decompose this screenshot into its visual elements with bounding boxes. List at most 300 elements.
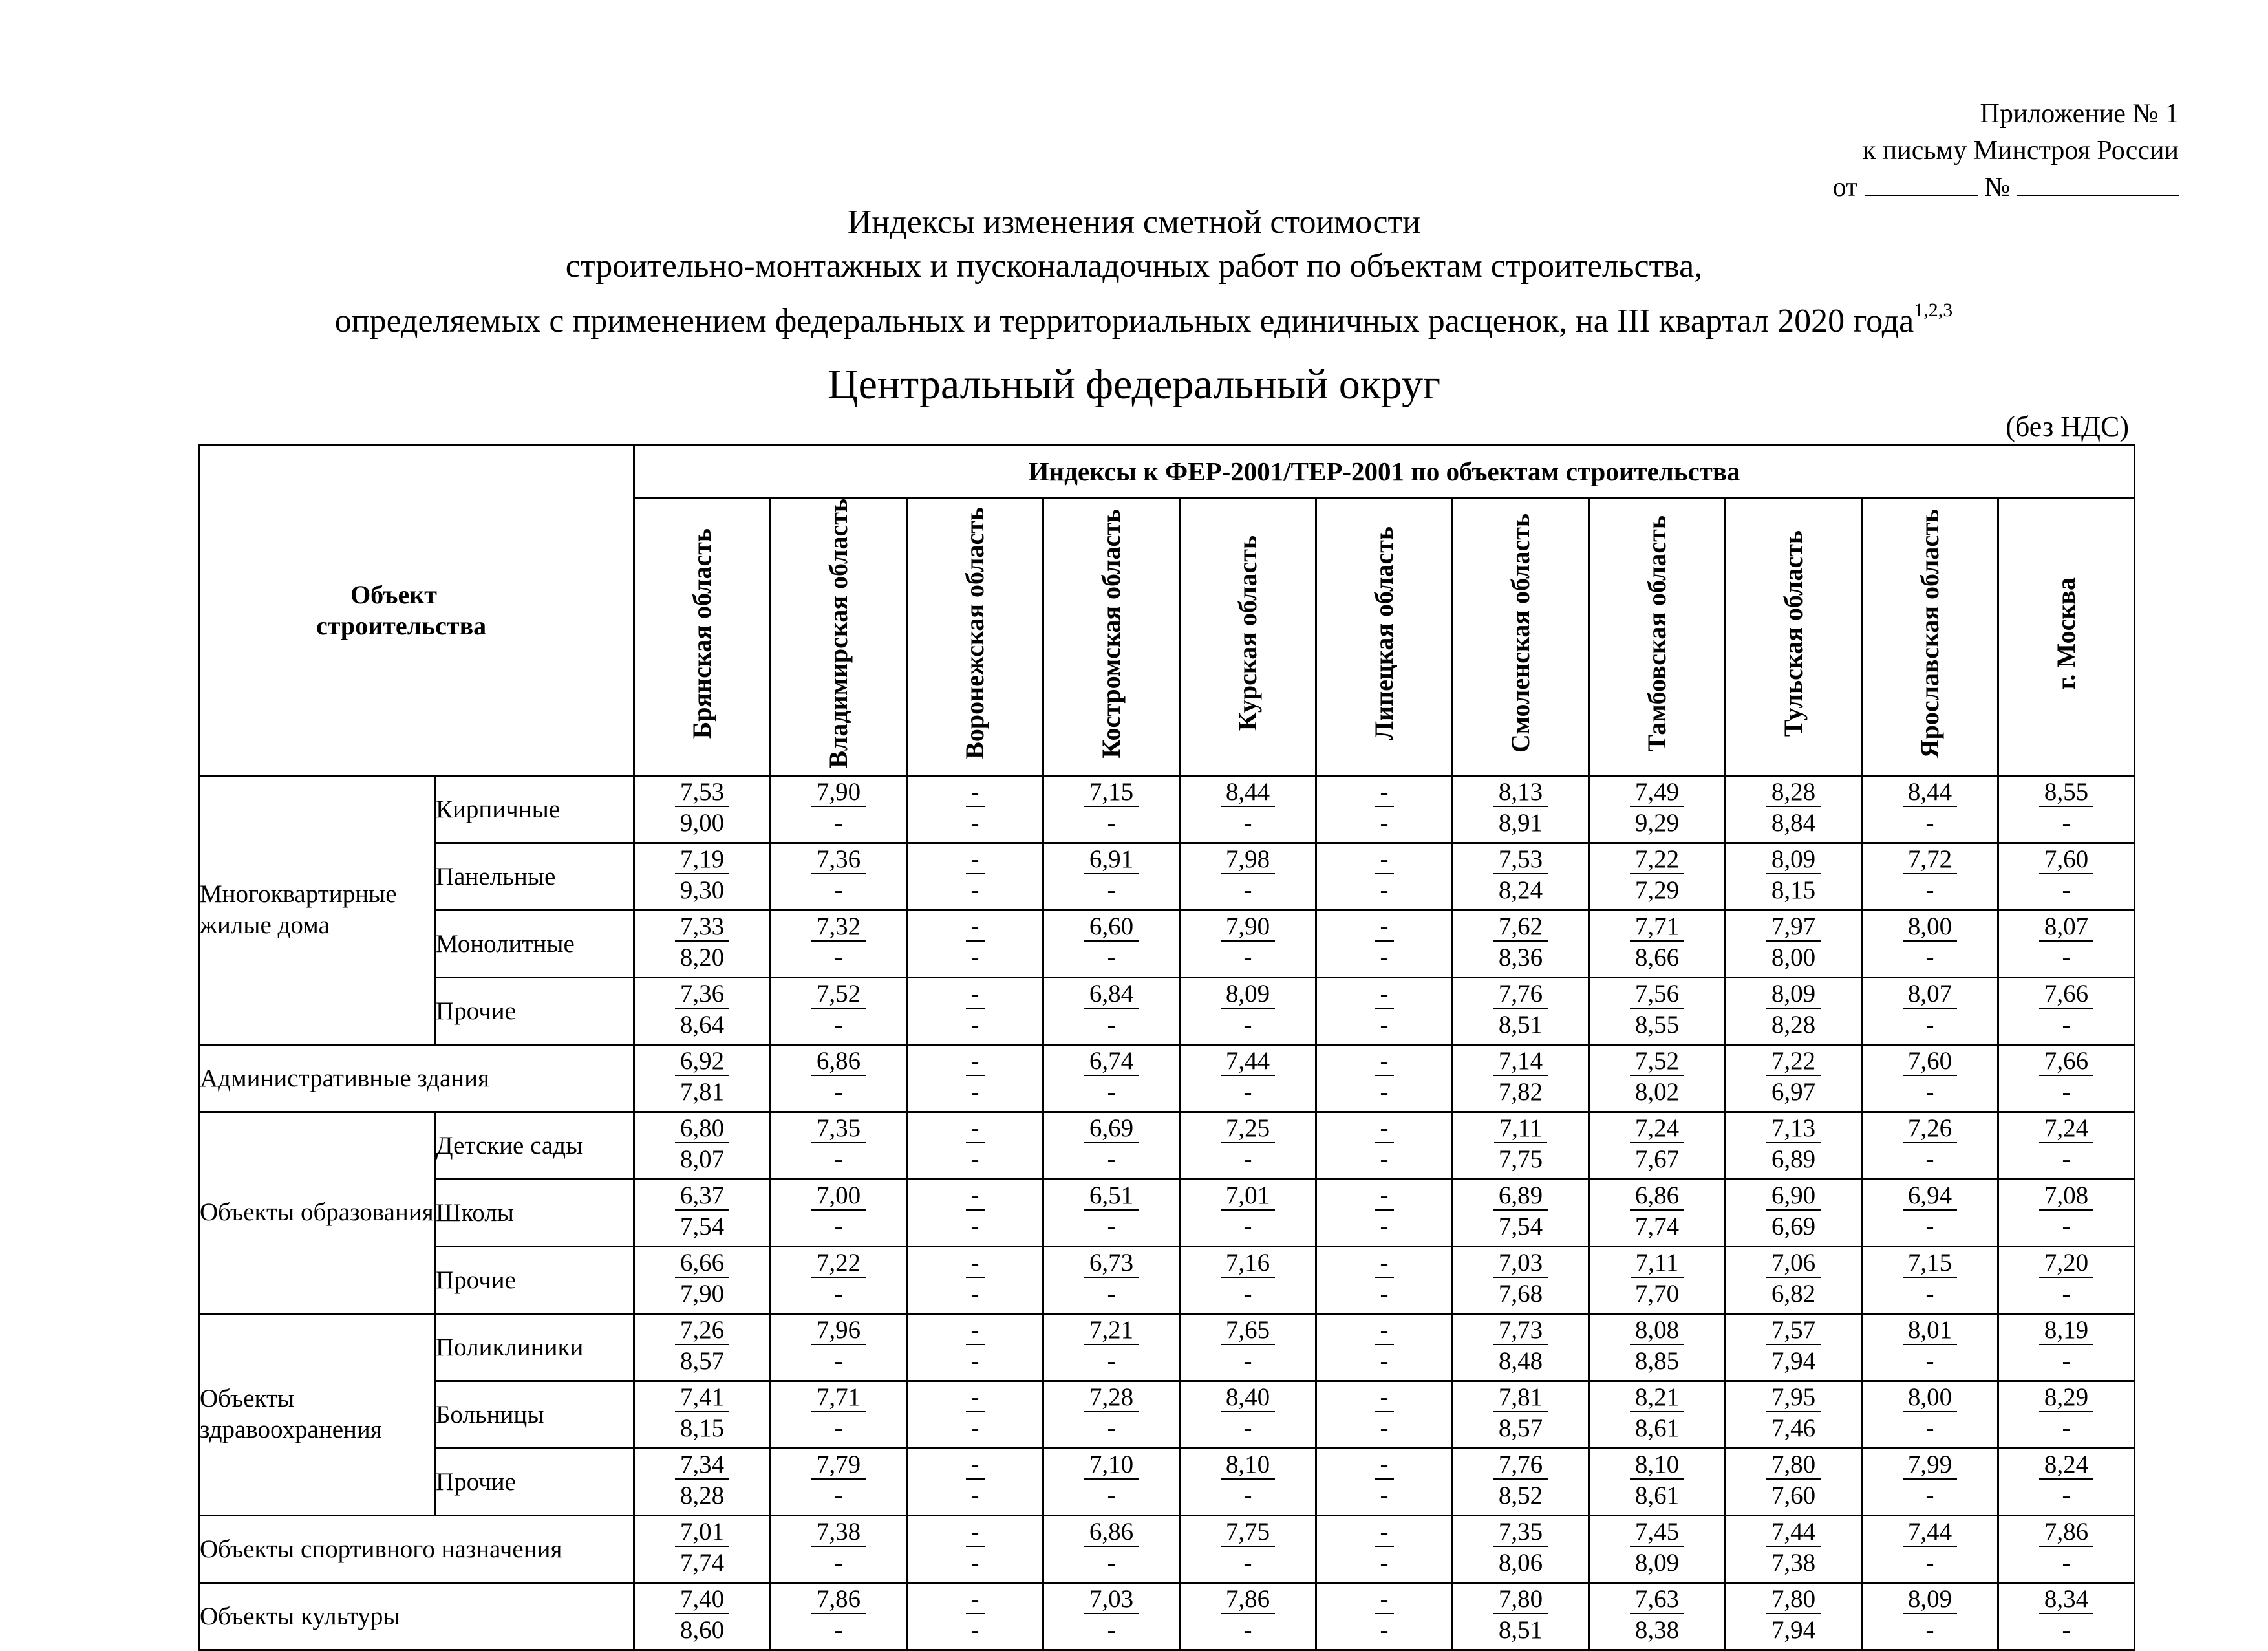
table-row xyxy=(199,775,2135,843)
territorial-index-value: 7,29 xyxy=(1634,876,1680,904)
index-cell xyxy=(1043,910,1180,977)
territorial-index-value: 8,36 xyxy=(1498,943,1543,971)
territorial-index-value: 8,57 xyxy=(679,1346,725,1375)
index-cell xyxy=(1862,1381,1998,1448)
index-cell xyxy=(1316,1044,1453,1112)
region-header xyxy=(1453,498,1589,776)
federal-index-value: 7,36 xyxy=(675,980,729,1009)
index-cell xyxy=(1453,1044,1589,1112)
federal-index-value: 6,90 xyxy=(1766,1182,1821,1211)
index-cell xyxy=(634,1381,771,1448)
federal-index-value: 7,81 xyxy=(1493,1383,1548,1412)
territorial-index-value: - xyxy=(2062,876,2071,904)
index-cell xyxy=(1726,843,1862,910)
object-subtype: Больницы xyxy=(435,1381,634,1448)
federal-index-wrap xyxy=(908,1247,1042,1279)
territorial-index-value: 7,70 xyxy=(1634,1279,1680,1308)
territorial-index-value: 8,07 xyxy=(679,1145,725,1173)
federal-index-wrap xyxy=(908,978,1042,1009)
region-label: Владимирская область xyxy=(824,499,853,768)
federal-index-value: 7,65 xyxy=(1221,1316,1275,1345)
federal-index-wrap xyxy=(1590,1584,1724,1615)
federal-index-value: 7,97 xyxy=(1766,912,1821,942)
territorial-index-value: 8,84 xyxy=(1771,808,1816,837)
federal-index-wrap xyxy=(1044,1449,1179,1480)
territorial-index-value: 8,28 xyxy=(1771,1010,1816,1039)
federal-index-wrap xyxy=(1590,844,1724,875)
federal-index-wrap xyxy=(1317,1315,1451,1346)
index-cell xyxy=(1043,1112,1180,1179)
territorial-index-value: - xyxy=(834,1077,843,1106)
federal-index-wrap xyxy=(635,978,769,1009)
federal-index-value: 8,07 xyxy=(2039,912,2093,942)
index-cell xyxy=(1316,977,1453,1044)
territorial-index-value: - xyxy=(834,1481,843,1509)
territorial-index-value: - xyxy=(1107,1010,1116,1039)
federal-index-wrap xyxy=(1863,1382,1997,1413)
region-header xyxy=(1589,498,1726,776)
index-cell xyxy=(1180,1179,1316,1246)
federal-index-wrap xyxy=(1999,978,2134,1009)
territorial-index-value: - xyxy=(834,1010,843,1039)
index-cell xyxy=(1726,977,1862,1044)
territorial-index-value: 6,89 xyxy=(1771,1145,1816,1173)
annex-date-blank xyxy=(1865,170,1978,196)
federal-index-wrap xyxy=(635,1516,769,1548)
territorial-index-value: 8,61 xyxy=(1634,1481,1680,1509)
table-row xyxy=(199,1515,2135,1582)
index-cell xyxy=(1862,910,1998,977)
federal-index-value: 7,32 xyxy=(811,912,866,942)
federal-index-value: 6,94 xyxy=(1903,1182,1957,1211)
territorial-index-value: - xyxy=(834,1212,843,1240)
index-cell xyxy=(1589,1582,1726,1650)
index-cell xyxy=(1180,1515,1316,1582)
federal-index-wrap xyxy=(635,911,769,942)
index-cell xyxy=(1998,1112,2135,1179)
territorial-index-value: 8,09 xyxy=(1634,1548,1680,1577)
territorial-index-value: 8,38 xyxy=(1634,1615,1680,1644)
federal-index-wrap xyxy=(1726,1449,1861,1480)
territorial-index-value: 8,48 xyxy=(1498,1346,1543,1375)
territorial-index-value: - xyxy=(834,1548,843,1577)
territorial-index-value: - xyxy=(1107,1279,1116,1308)
territorial-index-value: - xyxy=(1380,876,1389,904)
federal-index-wrap xyxy=(1181,777,1315,808)
federal-index-wrap xyxy=(1590,1516,1724,1548)
region-label: Липецкая область xyxy=(1369,526,1399,740)
index-cell xyxy=(1043,1313,1180,1381)
document-title xyxy=(0,200,2268,343)
federal-index-value: - xyxy=(1375,980,1394,1009)
federal-index-value: 7,26 xyxy=(675,1316,729,1345)
index-cell xyxy=(1862,843,1998,910)
federal-index-value: 8,13 xyxy=(1493,778,1548,807)
federal-index-value: 7,75 xyxy=(1221,1518,1275,1547)
federal-index-value: 7,44 xyxy=(1903,1518,1957,1547)
region-header xyxy=(1180,498,1316,776)
index-cell xyxy=(634,775,771,843)
territorial-index-value: - xyxy=(2062,1145,2071,1173)
federal-index-wrap xyxy=(1726,1113,1861,1144)
federal-index-value: 7,03 xyxy=(1084,1585,1139,1614)
territorial-index-value: 8,64 xyxy=(679,1010,725,1039)
federal-index-wrap xyxy=(1726,1584,1861,1615)
federal-index-wrap xyxy=(908,1046,1042,1077)
region-label: Смоленская область xyxy=(1506,513,1535,753)
federal-index-value: 7,34 xyxy=(675,1451,729,1480)
territorial-index-value: - xyxy=(834,1279,843,1308)
index-group-header: Индексы к ФЕР-2001/ТЕР-2001 по объектам строительства xyxy=(634,446,2135,498)
federal-index-value: 7,76 xyxy=(1493,1451,1548,1480)
federal-index-wrap xyxy=(908,777,1042,808)
table-row xyxy=(199,1112,2135,1179)
territorial-index-value: 7,81 xyxy=(679,1077,725,1106)
table-row xyxy=(199,1313,2135,1381)
territorial-index-value: - xyxy=(1380,1414,1389,1442)
federal-index-value: - xyxy=(966,912,985,942)
index-cell xyxy=(1589,775,1726,843)
territorial-index-value: - xyxy=(1243,808,1252,837)
federal-index-wrap xyxy=(1590,1449,1724,1480)
territorial-index-value: - xyxy=(2062,1615,2071,1644)
federal-index-wrap xyxy=(635,777,769,808)
federal-index-value: 7,41 xyxy=(675,1383,729,1412)
index-cell xyxy=(1726,1448,1862,1515)
federal-index-wrap xyxy=(1590,1247,1724,1279)
federal-index-value: - xyxy=(1375,1047,1394,1076)
territorial-index-value: - xyxy=(1925,1414,1934,1442)
federal-index-value: 8,19 xyxy=(2039,1316,2093,1345)
index-cell xyxy=(1453,1112,1589,1179)
federal-index-wrap xyxy=(1044,1315,1179,1346)
index-cell xyxy=(1043,1246,1180,1313)
annex-block xyxy=(1833,96,2179,206)
territorial-index-value: 9,00 xyxy=(679,808,725,837)
territorial-index-value: - xyxy=(1243,943,1252,971)
federal-index-value: 8,34 xyxy=(2039,1585,2093,1614)
index-cell xyxy=(1043,1179,1180,1246)
index-cell xyxy=(1862,775,1998,843)
object-name: Объекты спортивного назначения xyxy=(199,1515,634,1582)
federal-index-wrap xyxy=(1726,777,1861,808)
index-cell xyxy=(1316,910,1453,977)
federal-index-wrap xyxy=(1590,978,1724,1009)
federal-index-wrap xyxy=(1726,1516,1861,1548)
territorial-index-value: 6,82 xyxy=(1771,1279,1816,1308)
index-cell xyxy=(1453,1515,1589,1582)
federal-index-value: 7,28 xyxy=(1084,1383,1139,1412)
federal-index-value: 7,11 xyxy=(1631,1249,1684,1278)
territorial-index-value: 8,24 xyxy=(1498,876,1543,904)
region-label: г. Москва xyxy=(2051,577,2081,690)
index-cell xyxy=(634,910,771,977)
federal-index-value: 8,44 xyxy=(1221,778,1275,807)
federal-index-wrap xyxy=(1726,1315,1861,1346)
index-cell xyxy=(907,1179,1043,1246)
index-cell xyxy=(1589,1044,1726,1112)
federal-index-value: 7,71 xyxy=(1630,912,1684,942)
federal-index-wrap xyxy=(635,1449,769,1480)
territorial-index-value: - xyxy=(1380,1279,1389,1308)
region-label: Ярославская область xyxy=(1915,508,1945,759)
federal-index-wrap xyxy=(1453,1382,1588,1413)
object-subtype: Прочие xyxy=(435,1448,634,1515)
federal-index-wrap xyxy=(771,1315,906,1346)
object-subtype: Школы xyxy=(435,1179,634,1246)
federal-index-value: 7,20 xyxy=(2039,1249,2093,1278)
index-cell xyxy=(634,1044,771,1112)
territorial-index-value: - xyxy=(834,1346,843,1375)
federal-index-value: 7,56 xyxy=(1630,980,1684,1009)
federal-index-wrap xyxy=(1453,844,1588,875)
index-cell xyxy=(1589,910,1726,977)
territorial-index-value: 8,02 xyxy=(1634,1077,1680,1106)
index-cell xyxy=(1998,843,2135,910)
federal-index-value: 6,86 xyxy=(811,1047,866,1076)
index-cell xyxy=(1726,1515,1862,1582)
index-cell xyxy=(1043,1582,1180,1650)
territorial-index-value: - xyxy=(970,876,979,904)
federal-index-value: 7,33 xyxy=(675,912,729,942)
territorial-index-value: - xyxy=(834,808,843,837)
index-cell xyxy=(1316,1381,1453,1448)
federal-index-value: - xyxy=(1375,1249,1394,1278)
federal-index-wrap xyxy=(1999,1315,2134,1346)
object-subtype: Монолитные xyxy=(435,910,634,977)
federal-index-value: 7,63 xyxy=(1630,1585,1684,1614)
territorial-index-value: - xyxy=(1107,1414,1116,1442)
territorial-index-value: - xyxy=(834,1414,843,1442)
territorial-index-value: 7,82 xyxy=(1498,1077,1543,1106)
federal-index-wrap xyxy=(1999,1449,2134,1480)
territorial-index-value: 9,29 xyxy=(1634,808,1680,837)
index-cell xyxy=(1998,910,2135,977)
index-cell xyxy=(634,1246,771,1313)
index-cell xyxy=(771,1313,907,1381)
territorial-index-value: - xyxy=(1380,1548,1389,1577)
index-cell xyxy=(1316,1313,1453,1381)
federal-index-value: - xyxy=(966,845,985,874)
federal-index-wrap xyxy=(1863,1180,1997,1211)
federal-index-value: 7,11 xyxy=(1494,1114,1548,1143)
territorial-index-value: - xyxy=(1380,808,1389,837)
federal-index-value: 7,13 xyxy=(1766,1114,1821,1143)
federal-index-value: 7,45 xyxy=(1630,1518,1684,1547)
territorial-index-value: - xyxy=(1243,1212,1252,1240)
federal-index-value: 6,69 xyxy=(1084,1114,1139,1143)
index-cell xyxy=(1316,1112,1453,1179)
index-cell xyxy=(1589,1515,1726,1582)
federal-index-value: - xyxy=(1375,1585,1394,1614)
territorial-index-value: - xyxy=(970,1279,979,1308)
index-cell xyxy=(1316,775,1453,843)
federal-index-value: 8,44 xyxy=(1903,778,1957,807)
federal-index-value: - xyxy=(966,778,985,807)
territorial-index-value: - xyxy=(2062,1481,2071,1509)
federal-index-wrap xyxy=(908,1382,1042,1413)
territorial-index-value: - xyxy=(1925,1346,1934,1375)
territorial-index-value: - xyxy=(1243,1279,1252,1308)
federal-index-value: 7,01 xyxy=(1221,1182,1275,1211)
annex-number-blank xyxy=(2017,170,2179,196)
index-cell xyxy=(1589,1112,1726,1179)
federal-index-value: 6,60 xyxy=(1084,912,1139,942)
index-cell xyxy=(1862,1313,1998,1381)
index-cell xyxy=(1726,1313,1862,1381)
index-cell xyxy=(771,910,907,977)
index-cell xyxy=(907,1044,1043,1112)
federal-index-value: 7,60 xyxy=(1903,1047,1957,1076)
territorial-index-value: - xyxy=(970,808,979,837)
territorial-index-value: - xyxy=(1925,1279,1934,1308)
federal-index-wrap xyxy=(635,1180,769,1211)
object-subtype: Прочие xyxy=(435,1246,634,1313)
index-cell xyxy=(1998,1582,2135,1650)
federal-index-wrap xyxy=(1044,1113,1179,1144)
index-cell xyxy=(634,1582,771,1650)
federal-index-value: 7,98 xyxy=(1221,845,1275,874)
federal-index-wrap xyxy=(1181,911,1315,942)
region-label: Курская область xyxy=(1233,535,1263,731)
index-cell xyxy=(1180,1112,1316,1179)
region-header xyxy=(771,498,907,776)
territorial-index-value: - xyxy=(1380,1077,1389,1106)
index-cell xyxy=(1998,1448,2135,1515)
federal-index-value: 7,73 xyxy=(1493,1316,1548,1345)
federal-index-value: 8,24 xyxy=(2039,1451,2093,1480)
table-row xyxy=(199,1179,2135,1246)
object-subtype: Панельные xyxy=(435,843,634,910)
federal-index-wrap xyxy=(635,1247,769,1279)
region-label: Тамбовская область xyxy=(1642,515,1672,752)
federal-index-value: 7,62 xyxy=(1493,912,1548,942)
federal-index-wrap xyxy=(1317,1382,1451,1413)
object-name: Объекты культуры xyxy=(199,1582,634,1650)
territorial-index-value: - xyxy=(970,1077,979,1106)
federal-index-wrap xyxy=(1453,1516,1588,1548)
federal-index-wrap xyxy=(1317,978,1451,1009)
federal-index-wrap xyxy=(1999,777,2134,808)
territorial-index-value: - xyxy=(1243,1548,1252,1577)
index-cell xyxy=(1453,1179,1589,1246)
federal-index-value: 7,52 xyxy=(1630,1047,1684,1076)
federal-index-value: 7,66 xyxy=(2039,1047,2093,1076)
region-header xyxy=(1862,498,1998,776)
vat-note: (без НДС) xyxy=(2006,411,2129,442)
territorial-index-value: - xyxy=(1243,876,1252,904)
federal-index-wrap xyxy=(1863,1584,1997,1615)
table-row xyxy=(199,1044,2135,1112)
federal-index-value: 7,86 xyxy=(811,1585,866,1614)
federal-index-value: 7,00 xyxy=(811,1182,866,1211)
federal-index-wrap xyxy=(771,978,906,1009)
federal-index-wrap xyxy=(908,911,1042,942)
federal-index-value: 6,37 xyxy=(675,1182,729,1211)
federal-index-value: - xyxy=(1375,1518,1394,1547)
territorial-index-value: - xyxy=(1925,1615,1934,1644)
federal-index-value: 6,74 xyxy=(1084,1047,1139,1076)
index-cell xyxy=(634,1515,771,1582)
district-heading: Центральный федеральный округ xyxy=(827,361,1441,408)
federal-index-value: 7,86 xyxy=(2039,1518,2093,1547)
federal-index-wrap xyxy=(1453,911,1588,942)
federal-index-wrap xyxy=(771,777,906,808)
federal-index-value: - xyxy=(966,1047,985,1076)
federal-index-wrap xyxy=(1590,1382,1724,1413)
title-line-2: строительно-монтажных и пусконаладочных работ по объектам строительства, xyxy=(565,248,1703,285)
federal-index-value: 8,09 xyxy=(1903,1585,1957,1614)
federal-index-wrap xyxy=(1044,1180,1179,1211)
federal-index-wrap xyxy=(1999,911,2134,942)
territorial-index-value: - xyxy=(1243,1346,1252,1375)
federal-index-wrap xyxy=(635,1584,769,1615)
federal-index-wrap xyxy=(771,1247,906,1279)
region-label: Брянская область xyxy=(687,528,717,739)
federal-index-value: - xyxy=(1375,845,1394,874)
federal-index-value: - xyxy=(1375,1451,1394,1480)
federal-index-wrap xyxy=(908,1584,1042,1615)
federal-index-wrap xyxy=(771,1046,906,1077)
federal-index-wrap xyxy=(1999,1382,2134,1413)
index-cell xyxy=(1589,1179,1726,1246)
federal-index-wrap xyxy=(1453,777,1588,808)
federal-index-value: 8,01 xyxy=(1903,1316,1957,1345)
federal-index-wrap xyxy=(1317,777,1451,808)
index-cell xyxy=(907,843,1043,910)
index-cell xyxy=(634,1448,771,1515)
federal-index-wrap xyxy=(635,1046,769,1077)
federal-index-wrap xyxy=(1453,1180,1588,1211)
federal-index-value: - xyxy=(1375,1182,1394,1211)
territorial-index-value: 6,69 xyxy=(1771,1212,1816,1240)
region-header xyxy=(1316,498,1453,776)
territorial-index-value: 8,57 xyxy=(1498,1414,1543,1442)
region-header xyxy=(907,498,1043,776)
territorial-index-value: 7,94 xyxy=(1771,1615,1816,1644)
federal-index-wrap xyxy=(1726,1046,1861,1077)
federal-index-value: 7,52 xyxy=(811,980,866,1009)
federal-index-value: 8,28 xyxy=(1766,778,1821,807)
annex-number-label: № xyxy=(1984,173,2011,202)
territorial-index-value: - xyxy=(1107,1077,1116,1106)
federal-index-wrap xyxy=(1999,1046,2134,1077)
index-cell xyxy=(1998,1044,2135,1112)
territorial-index-value: 8,55 xyxy=(1634,1010,1680,1039)
federal-index-wrap xyxy=(1726,1180,1861,1211)
federal-index-wrap xyxy=(1044,978,1179,1009)
federal-index-wrap xyxy=(1590,1315,1724,1346)
index-cell xyxy=(1998,977,2135,1044)
federal-index-value: 7,22 xyxy=(811,1249,866,1278)
territorial-index-value: - xyxy=(2062,808,2071,837)
index-cell xyxy=(1453,1582,1589,1650)
index-cell xyxy=(771,1179,907,1246)
index-cell xyxy=(634,1179,771,1246)
territorial-index-value: 8,51 xyxy=(1498,1010,1543,1039)
federal-index-value: 6,84 xyxy=(1084,980,1139,1009)
index-cell xyxy=(1589,843,1726,910)
territorial-index-value: - xyxy=(970,1481,979,1509)
territorial-index-value: - xyxy=(1243,1010,1252,1039)
federal-index-wrap xyxy=(1863,978,1997,1009)
federal-index-value: 7,21 xyxy=(1084,1316,1139,1345)
territorial-index-value: 6,97 xyxy=(1771,1077,1816,1106)
index-cell xyxy=(634,843,771,910)
federal-index-value: 7,80 xyxy=(1766,1451,1821,1480)
federal-index-value: 8,09 xyxy=(1766,845,1821,874)
territorial-index-value: 8,60 xyxy=(679,1615,725,1644)
